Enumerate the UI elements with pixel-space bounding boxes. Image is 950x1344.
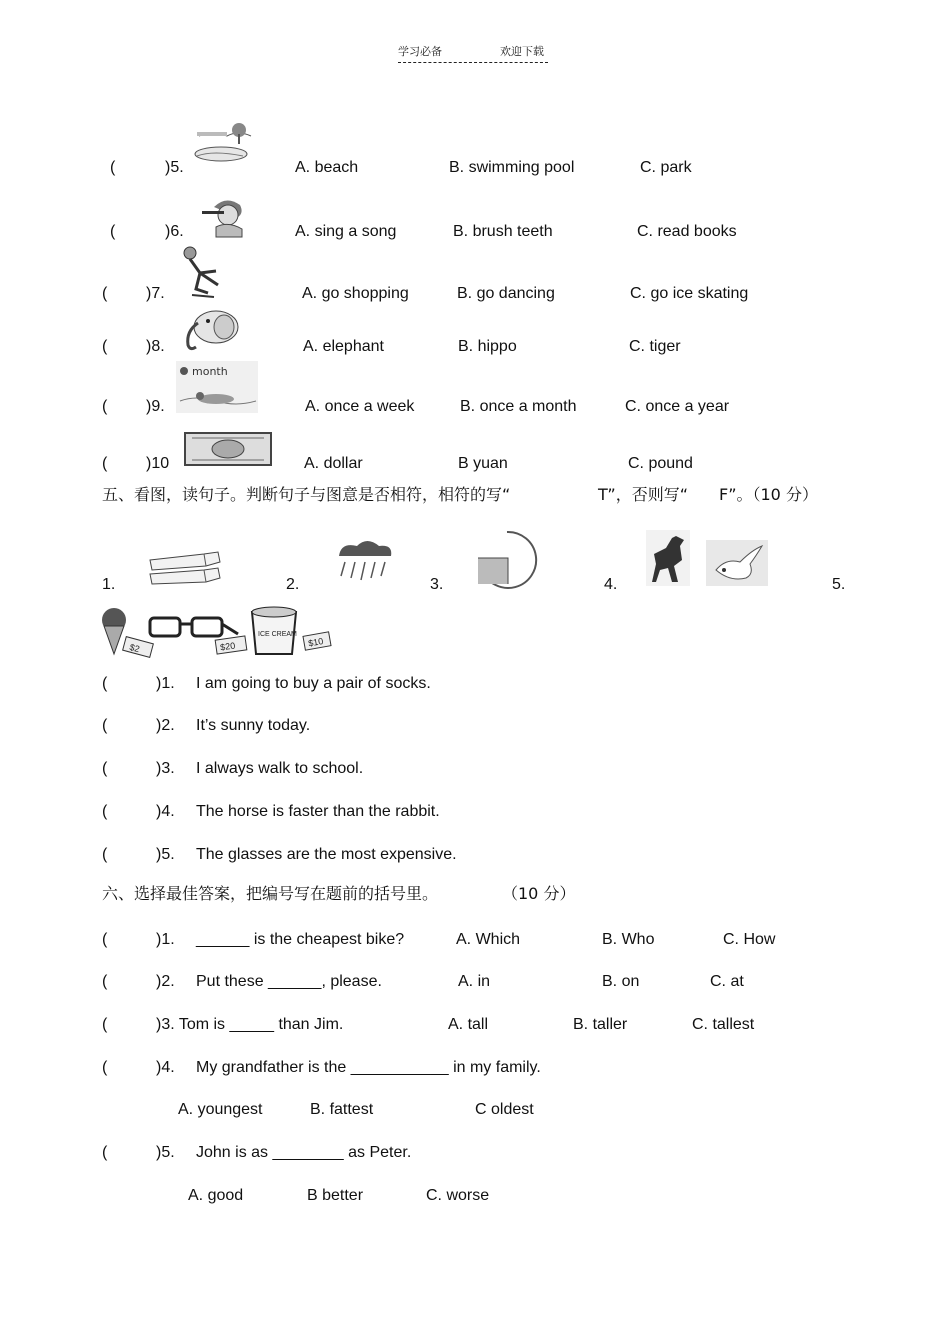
q8-option-c: C. tiger <box>629 338 681 355</box>
s6-q5-option-a: A. good <box>188 1187 244 1204</box>
q8-number: )8. <box>146 338 165 355</box>
section5-title-t: T”，否则写“ <box>598 485 689 504</box>
s5-item5-open: ( <box>102 846 108 863</box>
s5-item1-number: )1. <box>156 675 175 692</box>
ice-cream-tub-icon <box>246 604 334 658</box>
brushing-teeth-icon <box>198 195 254 237</box>
q10-option-b: B yuan <box>458 455 508 472</box>
s6-q5-option-c: C. worse <box>426 1187 490 1204</box>
q9-open-paren: ( <box>102 398 108 415</box>
s5-item3-open: ( <box>102 760 108 777</box>
picture-label-2: 2. <box>286 576 300 593</box>
s6-q4-option-c: C oldest <box>475 1101 534 1118</box>
section6-title: 六、选择最佳答案，把编号写在题前的括号里。 <box>102 884 439 903</box>
section6-score: （10 分） <box>502 884 576 903</box>
q9-option-a: A. once a week <box>305 398 415 415</box>
q8-option-a: A. elephant <box>303 338 384 355</box>
q10-option-c: C. pound <box>628 455 693 472</box>
q8-open-paren: ( <box>102 338 108 355</box>
glasses-icon <box>148 608 248 658</box>
s6-q4-number: )4. <box>156 1059 175 1076</box>
s5-item2-text: It’s sunny today. <box>196 717 311 734</box>
s6-q5-number: )5. <box>156 1144 175 1161</box>
s6-q1-option-c: C. How <box>723 931 776 948</box>
s6-q5-open: ( <box>102 1144 108 1161</box>
q7-number: )7. <box>146 285 165 302</box>
q5-number: )5. <box>165 159 184 176</box>
socks-icon <box>146 546 224 586</box>
price-tag-tub: $10 <box>307 636 324 649</box>
s6-q5-text: John is as ________ as Peter. <box>196 1144 412 1161</box>
q6-option-b: B. brush teeth <box>453 223 553 240</box>
q7-option-c: C. go ice skating <box>630 285 749 302</box>
q6-option-c: C. read books <box>637 223 737 240</box>
q8-option-b: B. hippo <box>458 338 517 355</box>
price-tag-glasses: $20 <box>219 640 236 653</box>
picture-label-1: 1. <box>102 576 116 593</box>
s5-item5-number: )5. <box>156 846 175 863</box>
s6-q2-option-b: B. on <box>602 973 640 990</box>
elephant-icon <box>178 307 242 353</box>
s6-q1-text: ______ is the cheapest bike? <box>196 931 405 948</box>
header-divider <box>398 62 548 63</box>
s6-q2-option-a: A. in <box>458 973 491 990</box>
s6-q3-option-a: A. tall <box>448 1016 489 1033</box>
s6-q1-option-b: B. Who <box>602 931 655 948</box>
s6-q1-number: )1. <box>156 931 175 948</box>
banknote-icon <box>184 430 274 468</box>
picture-label-4: 4. <box>604 576 618 593</box>
q6-open-paren: ( <box>110 223 116 240</box>
q5-option-a: A. beach <box>295 159 359 176</box>
q7-open-paren: ( <box>102 285 108 302</box>
ice-skater-icon <box>178 245 228 299</box>
s5-item3-number: )3. <box>156 760 175 777</box>
month-label: month <box>192 365 228 378</box>
s5-item2-open: ( <box>102 717 108 734</box>
price-tag-cone: $2 <box>128 642 141 655</box>
s6-q3-text: )3. Tom is _____ than Jim. <box>156 1016 344 1033</box>
q10-number: )10 <box>146 455 170 472</box>
swimmer-month-icon <box>176 361 258 413</box>
q7-option-b: B. go dancing <box>457 285 555 302</box>
s6-q2-text: Put these ______, please. <box>196 973 382 990</box>
picture-label-3: 3. <box>430 576 444 593</box>
s6-q4-option-b: B. fattest <box>310 1101 374 1118</box>
s5-item4-number: )4. <box>156 803 175 820</box>
q9-option-b: B. once a month <box>460 398 577 415</box>
clock-icon <box>472 528 542 588</box>
q6-number: )6. <box>165 223 184 240</box>
horse-icon <box>646 530 690 586</box>
s5-item1-open: ( <box>102 675 108 692</box>
section5-title: 五、看图，读句子。判断句子与图意是否相符，相符的写“ <box>102 485 511 504</box>
q9-option-c: C. once a year <box>625 398 730 415</box>
q6-option-a: A. sing a song <box>295 223 397 240</box>
q5-option-b: B. swimming pool <box>449 159 575 176</box>
s6-q1-open: ( <box>102 931 108 948</box>
lake-park-icon <box>193 122 255 166</box>
s6-q3-open: ( <box>102 1016 108 1033</box>
s6-q5-option-b: B better <box>307 1187 364 1204</box>
ice-cream-label: ICE CREAM <box>258 631 297 638</box>
s6-q4-option-a: A. youngest <box>178 1101 263 1118</box>
q5-open-paren: ( <box>110 159 116 176</box>
header-left: 学习必备 <box>398 45 442 58</box>
s5-item5-text: The glasses are the most expensive. <box>196 846 457 863</box>
q10-option-a: A. dollar <box>304 455 363 472</box>
rain-cloud-icon <box>333 536 399 584</box>
s5-item3-text: I always walk to school. <box>196 760 364 777</box>
s6-q3-option-c: C. tallest <box>692 1016 755 1033</box>
q7-option-a: A. go shopping <box>302 285 409 302</box>
s5-item2-number: )2. <box>156 717 175 734</box>
section5-title-f: F”。（10 分） <box>719 485 818 504</box>
s5-item4-text: The horse is faster than the rabbit. <box>196 803 440 820</box>
q9-number: )9. <box>146 398 165 415</box>
rabbit-icon <box>706 540 768 586</box>
q5-option-c: C. park <box>640 159 692 176</box>
s6-q2-option-c: C. at <box>710 973 744 990</box>
s5-item1-text: I am going to buy a pair of socks. <box>196 675 431 692</box>
picture-label-5: 5. <box>832 576 846 593</box>
s6-q3-option-b: B. taller <box>573 1016 628 1033</box>
q10-open-paren: ( <box>102 455 108 472</box>
s6-q4-text: My grandfather is the ___________ in my family. <box>196 1059 541 1076</box>
s6-q1-option-a: A. Which <box>456 931 521 948</box>
s5-item4-open: ( <box>102 803 108 820</box>
s6-q2-open: ( <box>102 973 108 990</box>
header-right: 欢迎下载 <box>500 45 544 58</box>
s6-q2-number: )2. <box>156 973 175 990</box>
s6-q4-open: ( <box>102 1059 108 1076</box>
